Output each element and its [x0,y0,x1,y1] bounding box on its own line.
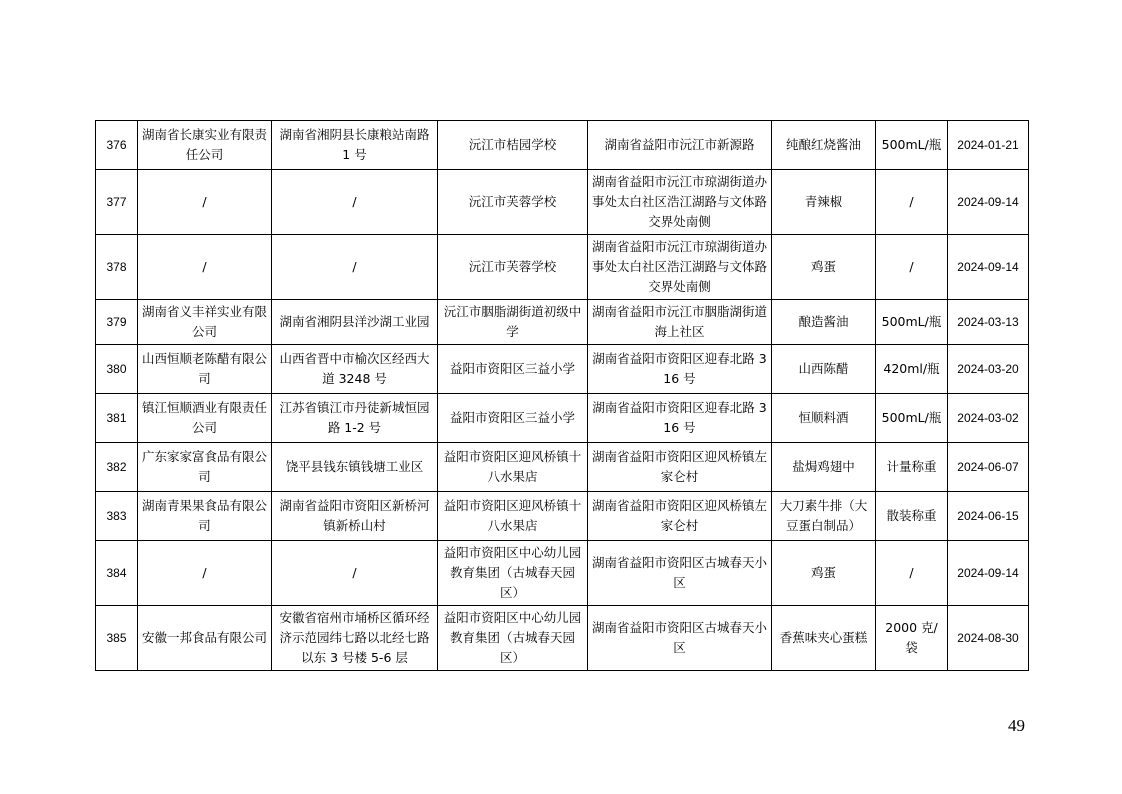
production-date: 2024-03-20 [948,345,1029,394]
producer-address: 江苏省镇江市丹徒新城恒园路 1-2 号 [272,394,438,443]
table-row [96,492,1029,541]
producer-name: 镇江恒顺酒业有限责任公司 [138,394,272,443]
table-row [96,170,1029,235]
food-name: 鸡蛋 [772,235,876,300]
specification: / [876,541,948,606]
sampled-unit: 沅江市芙蓉学校 [438,170,588,235]
sampled-unit: 益阳市资阳区中心幼儿园教育集团（古城春天园区） [438,606,588,671]
producer-address: 安徽省宿州市埇桥区循环经济示范园纬七路以北经七路以东 3 号楼 5-6 层 [272,606,438,671]
sampled-unit: 沅江市胭脂湖街道初级中学 [438,300,588,345]
sampled-unit-address: 湖南省益阳市沅江市琼湖街道办事处太白社区浩江湖路与文体路交界处南侧 [588,235,772,300]
production-date: 2024-09-14 [948,541,1029,606]
food-name: 香蕉味夹心蛋糕 [772,606,876,671]
production-date: 2024-09-14 [948,170,1029,235]
production-date: 2024-08-30 [948,606,1029,671]
food-name: 纯酿红烧酱油 [772,121,876,170]
food-name: 大刀素牛排（大豆蛋白制品） [772,492,876,541]
row-number: 382 [96,443,138,492]
sampled-unit-address: 湖南省益阳市沅江市胭脂湖街道海上社区 [588,300,772,345]
table-row [96,345,1029,394]
producer-address: / [272,541,438,606]
producer-name: / [138,170,272,235]
sampled-unit: 益阳市资阳区迎风桥镇十八水果店 [438,492,588,541]
sampled-unit-address: 湖南省益阳市资阳区迎风桥镇左家仑村 [588,443,772,492]
producer-address: / [272,170,438,235]
row-number: 380 [96,345,138,394]
producer-address: / [272,235,438,300]
food-name: 山西陈醋 [772,345,876,394]
table-row [96,443,1029,492]
production-date: 2024-06-07 [948,443,1029,492]
food-name: 恒顺料酒 [772,394,876,443]
table-row [96,121,1029,170]
food-name: 酿造酱油 [772,300,876,345]
specification: 420ml/瓶 [876,345,948,394]
producer-name: 湖南省长康实业有限责任公司 [138,121,272,170]
production-date: 2024-03-13 [948,300,1029,345]
producer-name: 湖南青果果食品有限公司 [138,492,272,541]
row-number: 379 [96,300,138,345]
sampled-unit-address: 湖南省益阳市资阳区古城春天小区 [588,606,772,671]
production-date: 2024-03-02 [948,394,1029,443]
production-date: 2024-06-15 [948,492,1029,541]
specification: 2000 克/袋 [876,606,948,671]
specification: 散装称重 [876,492,948,541]
sampled-unit-address: 湖南省益阳市资阳区迎春北路 316 号 [588,345,772,394]
row-number: 381 [96,394,138,443]
row-number: 384 [96,541,138,606]
table-row [96,606,1029,671]
sampled-unit: 益阳市资阳区中心幼儿园教育集团（古城春天园区） [438,541,588,606]
page-number: 49 [1008,716,1025,735]
specification: 500mL/瓶 [876,394,948,443]
production-date: 2024-09-14 [948,235,1029,300]
specification: 500mL/瓶 [876,121,948,170]
producer-name: 山西恒顺老陈醋有限公司 [138,345,272,394]
row-number: 377 [96,170,138,235]
sampled-unit-address: 湖南省益阳市沅江市琼湖街道办事处太白社区浩江湖路与文体路交界处南侧 [588,170,772,235]
table-row [96,235,1029,300]
producer-name: / [138,235,272,300]
row-number: 383 [96,492,138,541]
sampled-unit: 益阳市资阳区三益小学 [438,345,588,394]
sampled-unit: 沅江市桔园学校 [438,121,588,170]
sampled-unit-address: 湖南省益阳市资阳区迎春北路 316 号 [588,394,772,443]
food-name: 盐焗鸡翅中 [772,443,876,492]
producer-name: 安徽一邦食品有限公司 [138,606,272,671]
row-number: 378 [96,235,138,300]
producer-address: 湖南省湘阴县洋沙湖工业园 [272,300,438,345]
sampled-unit: 沅江市芙蓉学校 [438,235,588,300]
table-row [96,394,1029,443]
sampled-unit: 益阳市资阳区迎风桥镇十八水果店 [438,443,588,492]
producer-name: 湖南省义丰祥实业有限公司 [138,300,272,345]
food-name: 青辣椒 [772,170,876,235]
specification: 500mL/瓶 [876,300,948,345]
producer-address: 山西省晋中市榆次区经西大道 3248 号 [272,345,438,394]
specification: / [876,170,948,235]
row-number: 376 [96,121,138,170]
food-name: 鸡蛋 [772,541,876,606]
producer-name: / [138,541,272,606]
producer-address: 湖南省湘阴县长康粮站南路 1 号 [272,121,438,170]
table-row [96,300,1029,345]
producer-name: 广东家家富食品有限公司 [138,443,272,492]
food-sampling-table [95,120,1029,671]
sampled-unit: 益阳市资阳区三益小学 [438,394,588,443]
producer-address: 饶平县钱东镇钱塘工业区 [272,443,438,492]
specification: / [876,235,948,300]
table-row [96,541,1029,606]
sampled-unit-address: 湖南省益阳市资阳区古城春天小区 [588,541,772,606]
row-number: 385 [96,606,138,671]
sampled-unit-address: 湖南省益阳市沅江市新源路 [588,121,772,170]
sampled-unit-address: 湖南省益阳市资阳区迎风桥镇左家仑村 [588,492,772,541]
specification: 计量称重 [876,443,948,492]
production-date: 2024-01-21 [948,121,1029,170]
producer-address: 湖南省益阳市资阳区新桥河镇新桥山村 [272,492,438,541]
